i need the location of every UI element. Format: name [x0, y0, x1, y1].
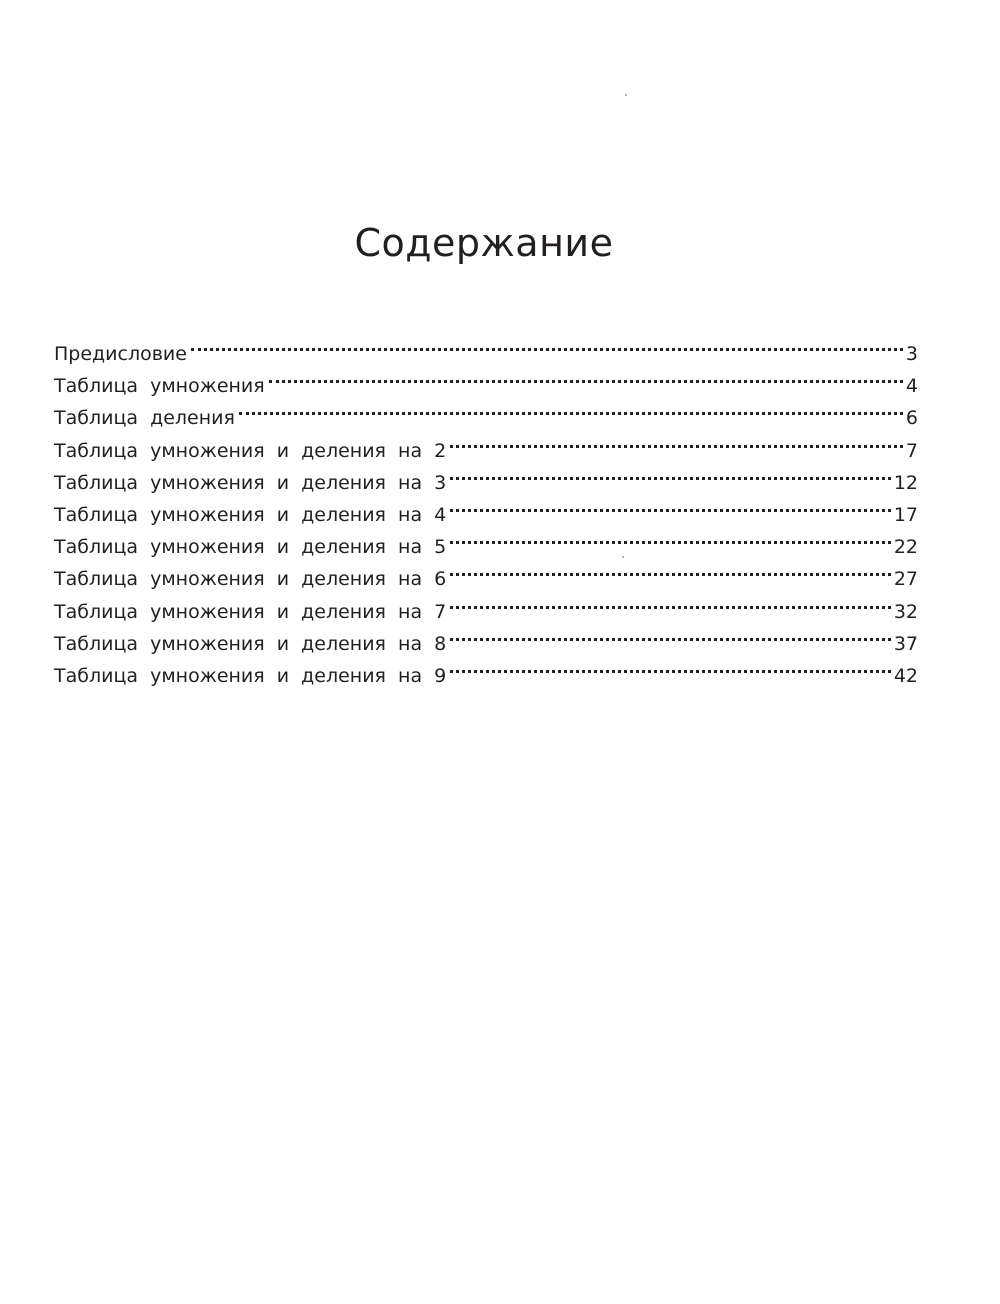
toc-dot-leader [450, 650, 891, 682]
toc-entry-page: 7 [905, 439, 918, 462]
toc-entry-page: 22 [893, 536, 918, 559]
toc-entry-page: 4 [905, 375, 918, 398]
toc-dot-leader [450, 521, 891, 553]
toc-dot-leader [450, 457, 891, 489]
toc-entry-label: Предисловие [54, 343, 187, 365]
toc-entry-label: Таблица умножения и деления на 9 [54, 664, 447, 687]
toc-entry-page: 27 [893, 568, 918, 591]
toc-entry-label: Таблица деления [54, 407, 235, 430]
toc-dot-leader [450, 425, 903, 457]
toc-entry-label: Таблица умножения и деления на 7 [54, 600, 447, 623]
toc-entry-label: Таблица умножения и деления на 3 [54, 471, 447, 494]
scan-speck [625, 94, 627, 96]
toc-entry-page: 42 [893, 664, 918, 687]
toc-entry-label: Таблица умножения и деления на 6 [54, 568, 447, 591]
toc-entry-page: 12 [893, 471, 918, 494]
toc-dot-leader [450, 553, 891, 585]
toc-entry-label: Таблица умножения и деления на 8 [54, 632, 447, 655]
table-of-contents [54, 328, 918, 687]
toc-entry-label: Таблица умножения и деления на 5 [54, 536, 447, 559]
toc-entry-page: 32 [893, 600, 918, 623]
toc-entry-page: 17 [893, 503, 918, 526]
toc-entry-label: Таблица умножения и деления на 4 [54, 503, 447, 526]
toc-dot-leader [239, 392, 903, 424]
page-title: Содержание [354, 221, 614, 265]
toc-dot-leader [191, 328, 903, 360]
toc-dot-leader [450, 489, 891, 521]
toc-dot-leader [450, 586, 891, 618]
toc-entry-label: Таблица умножения [54, 375, 265, 398]
toc-dot-leader [269, 360, 903, 392]
toc-entry [54, 328, 918, 365]
toc-entry-page: 3 [905, 343, 918, 365]
toc-entry-page: 6 [905, 407, 918, 430]
toc-entry-label: Таблица умножения и деления на 2 [54, 439, 447, 462]
toc-entry-page: 37 [893, 632, 918, 655]
toc-dot-leader [450, 618, 891, 650]
